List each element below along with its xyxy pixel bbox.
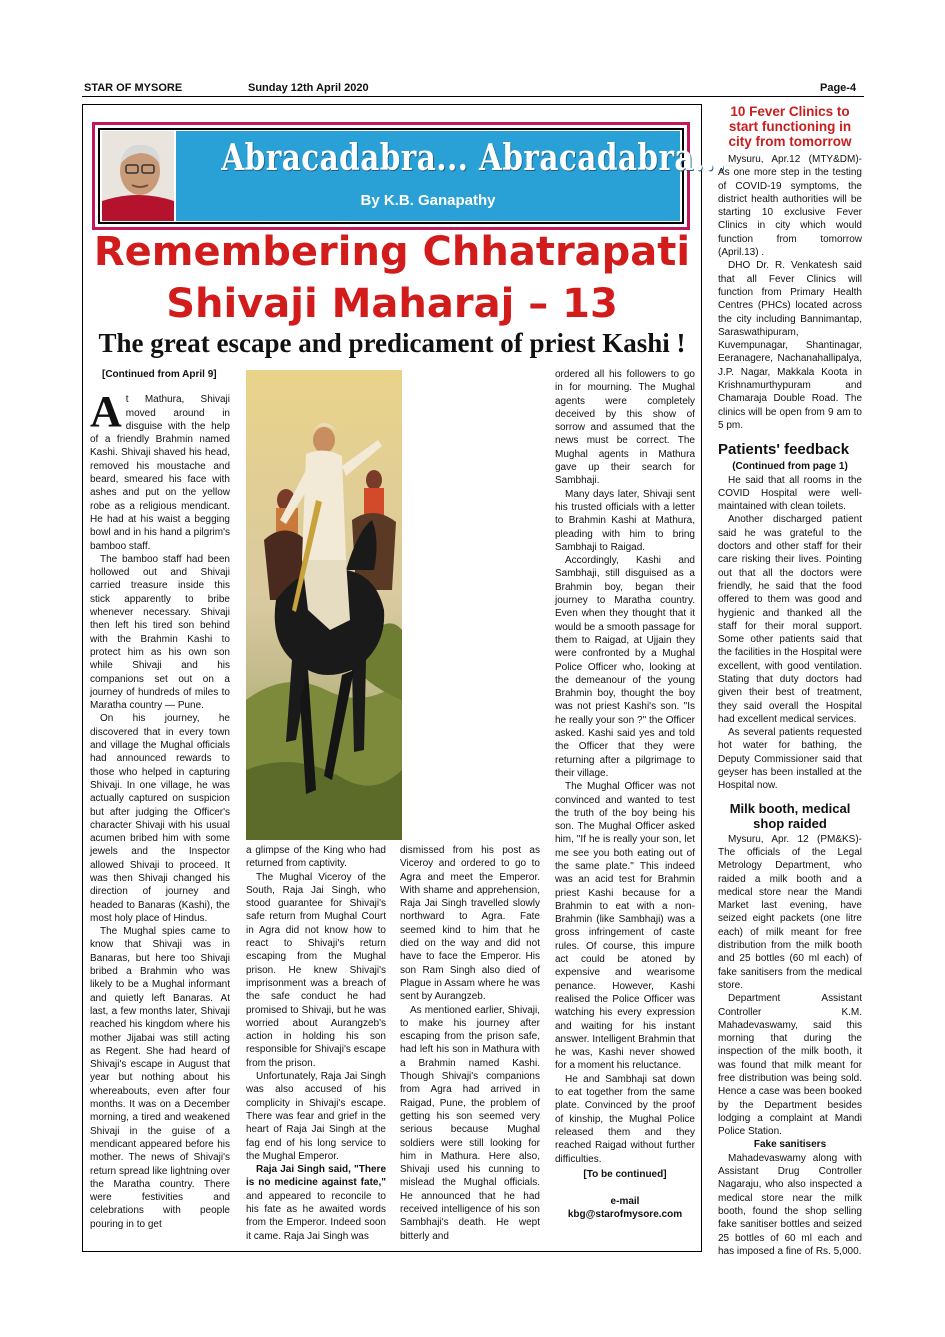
- milk-booth-headline: Milk booth, medical shop raided: [729, 800, 851, 831]
- fake-sanitisers-paragraph: Mahadevaswamy along with Assistant Drug Controller Nagaraju, who also inspected a medical store near the milk booth, found the shop selling fake sanitiser bottles and seized 25 bottles of 60 ml each and has imposed a fine of Rs. 5,000.: [718, 1152, 862, 1257]
- headline-line-2: Shivaji Maharaj – 13: [166, 281, 618, 327]
- issue-date: Sunday 12th April 2020: [248, 82, 369, 94]
- email-label: e-mail: [610, 1196, 640, 1208]
- col3-paragraph: As mentioned earlier, Shivaji, to make his journey after escaping from the prison safe, had left his son in Mathura with a Brahmin named Kashi. Though Shivaji's companions from Agra had arrived in Raigad, Pune, the problem of getting his son seemed very serious because Mughal soldiers were still looking for him in Mathura. Here also, Shivaji used his cunning to mislead the Mughal officials. He announced that he had received intelligence of his son Sambhaji's death. He wept bitterly and: [400, 1004, 540, 1242]
- article-column-2: [246, 844, 386, 1243]
- subheadline: The great escape and predicament of priest Kashi !: [98, 328, 686, 358]
- header-rule: [82, 96, 864, 97]
- continued-from-page-1: (Continued from page 1): [732, 461, 848, 473]
- milk-booth-paragraph: Mysuru, Apr. 12 (PM&KS)- The officials of the Legal Metrology Department, who raided a milk booth and a medical store near the Mandi Market last evening, have seized eight packets (one litre each) of milk meant for free distribution from the milk booth and 25 bottles (60 ml each) of fake sanitisers from the medical store.: [718, 833, 862, 991]
- jai-singh-quote: Raja Jai Singh said, "There is no medicine against fate,": [246, 1164, 386, 1189]
- col2-paragraph: The Mughal Viceroy of the South, Raja Jai Singh, who stood guarantee for Shivaji's safe return from Mughal Court in Agra did not know how to react to Shivaji's return escaping from the Mughal prison. He knew Shivaji's imprisonment was a breach of the safe conduct he had promised to Shivaji, but he was worried about Aurangzeb's action in holding his son responsible for Shivaji's escape from the prison.: [246, 871, 386, 1069]
- to-be-continued: [To be continued]: [583, 1168, 667, 1180]
- col1-paragraph: t Mathura, Shivaji moved around in disguise with the help of a friendly Brahmin named Kashi. Shivaji shaved his head, removed his moustache and beard, smeared his face with ashes and put on the yellow robe as a religious mendicant. He had at his waist a begging bowl and in his hand a pilgrim's bamboo staff.: [90, 394, 230, 552]
- fake-sanitisers-subhead: Fake sanitisers: [753, 1139, 827, 1151]
- patients-feedback-headline: Patients' feedback: [718, 441, 850, 459]
- feedback-paragraph: He said that all rooms in the COVID Hospital were well-maintained with clean toilets.: [718, 474, 862, 513]
- column-title: Abracadabra... Abracadabra...: [221, 137, 727, 179]
- col1-paragraph: The bamboo staff had been hollowed out and Shivaji carried treasure inside this stick apparently to bribe whenever necessary. Shivaji then left his tired son behind with the Brahmin Kashi to protect him as his own son while Shivaji and his companions set out on a journey of hundreds of miles to Maratha country — Pune.: [90, 553, 230, 712]
- feedback-paragraph: Another discharged patient said he was grateful to the doctors and other staff for their care risking their lives. Pointing out that all the doctors were friendly, he said that the food offered to them was good and hygienic and thanked all the staff for their moral support. Some other patients said that the facilities in the Hospital were excellent, with good ventilation. Stating that duty doctors had given their best of treatment, they said overall the Hospital had excellent medical services.: [718, 514, 862, 725]
- fever-clinics-paragraph: Mysuru, Apr.12 (MTY&DM)- As one more step in the testing of COVID-19 symptoms, the district health authorities will be starting 10 exclusive Fever Clinics in city which would function from tomorrow (April.13) .: [718, 154, 862, 259]
- fever-clinics-headline: 10 Fever Clinics to start functioning in city from tomorrow: [728, 104, 852, 149]
- author-photo: [102, 131, 174, 221]
- shivaji-painting: [246, 370, 402, 840]
- col1-paragraph: On his journey, he discovered that in every town and village the Mughal officials had announced rewards to those who helped in capturing Shivaji. In one village, he was actually captured on suspicion but after judging the Officer's character Shivaji with his usual acumen bribed him with some jewels and the Inspector allowed Shivaji to proceed. It was then Shivaji changed his direction of journey and headed to Banaras (Kashi), the most holy place of Hindus.: [90, 713, 230, 924]
- paper-name: STAR OF MYSORE: [84, 82, 183, 94]
- col4-paragraph: The Mughal Officer was not convinced and wanted to test the truth of the boy being his son. The Mughal Officer asked him, "If he is really your son, let me see you both eating out of the same plate." This indeed was an acid test for Brahmin priest Kashi because for a Brahmin to eat with a non-Brahmin (like Sambhaji) was a gross infringement of caste rules. Of course, this impure act could be atoned by expensive and wearisome penance. However, Kashi realised the Police Officer was watching his every expression and waiting for his instant answer. Intelligent Brahmin that he was, Kashi never showed for a moment his reluctance.: [555, 781, 695, 1072]
- col4-paragraph: He and Sambhaji sat down to eat together from the same plate. Convinced by the proof of kinship, the Mughal Police released them and they reached Raigad without further difficulties.: [555, 1073, 695, 1165]
- feedback-paragraph: As several patients requested hot water for bathing, the Deputy Commissioner said that geyser has been installed at the Hospital now.: [718, 727, 862, 792]
- article-column-3: [400, 844, 540, 1243]
- fever-clinics-paragraph: DHO Dr. R. Venkatesh said that all Fever Clinics will function from Primary Health Centres (PHCs) located across the city including Bannimantap, Saraswathipuram, Kuvempunagar, Shantinagar, Eeranagere, Nachanahallipalya, J.P. Nagar, Makkala Koota in Krishnamurthypuram and Chamaraja Double Road. The clinics will be open from 9 am to 5 pm.: [718, 260, 862, 431]
- col4-paragraph: Accordingly, Kashi and Sambhaji, still disguised as a Brahmin boy, began their journey to Maratha country. Even when they thought that it would be a smooth passage for them to Raigad, at Ujjain they were confronted by a Mughal Police Officer who, looking at the demeanour of the young Brahmin boy, thought the boy was not priest Kashi's son. "Is he really your son ?" the Officer asked. Kashi said yes and told the Officer that they were returning after a pilgrimage to their village.: [555, 555, 695, 779]
- article-column-4: [555, 368, 695, 1222]
- headline-line-1: Remembering Chhatrapati: [93, 229, 691, 275]
- col4-paragraph: Many days later, Shivaji sent his trusted officials with a letter to Brahmin Kashi at Mathura, pleading with him to bring Sambhaji to Raigad.: [555, 488, 695, 553]
- col4-paragraph: ordered all his followers to go in for mourning. The Mughal agents were completely deceived by this show of sorrow and assumed that the news must be correct. The Mughal agents in Mathura gave up their search for Sambhaji.: [555, 369, 695, 487]
- col2-paragraph-tail: and appeared to reconcile to his fate as he awaited words from the Emperor. Indeed soon it came. Raja Jai Singh was: [246, 1190, 386, 1242]
- continued-note: [Continued from April 9]: [102, 369, 217, 380]
- col2-paragraph: a glimpse of the King who had returned from captivity.: [246, 845, 386, 870]
- article-column-1: [90, 368, 230, 1231]
- page-number: Page-4: [820, 82, 857, 94]
- col2-paragraph: Unfortunately, Raja Jai Singh was also accused of his complicity in Shivaji's escape. There was fear and grief in the heart of Raja Jai Singh at the fag end of his long service to the Mughal Emperor.: [246, 1071, 386, 1162]
- milk-booth-paragraph: Department Assistant Controller K.M. Mahadevaswamy, said this morning that during the inspection of the milk booth, it was found that milk meant for free distribution was being sold. Hence a case was been booked by the Department besides lodging a complaint at Mandi Police Station.: [718, 993, 862, 1138]
- sidebar: [718, 104, 862, 1258]
- author-email[interactable]: kbg@starofmysore.com: [567, 1209, 683, 1221]
- col3-paragraph: dismissed from his post as Viceroy and ordered to go to Agra and meet the Emperor. With shame and apprehension, Raja Jai Singh travelled slowly northward to Agra. Fate seemed kind to him that he died on the way and did not have to face the Emperor. His son Ram Singh also died of Plague in Assam where he was sent by Aurangzeb.: [400, 845, 540, 1003]
- col1-paragraph: The Mughal spies came to know that Shivaji was in Banaras, but here too Shivaji bribed a Brahmin who was likely to be a Mughal informant and quietly left Banaras. At last, a few months later, Shivaji reached his kingdom where his mother Jijabai was still acting as Regent. She had heard of Shivaji's escape in August that year but nothing about his whereabouts, even after four months. It was on a December morning, a tired and weakened Shivaji in the guise of a mendicant appeared before his mother. The news of Shivaji's return spread like lightning over the Maratha country. There were festivities and celebrations with people pouring in to get: [90, 926, 230, 1230]
- drop-cap: A: [90, 387, 122, 437]
- byline: By K.B. Ganapathy: [360, 192, 496, 209]
